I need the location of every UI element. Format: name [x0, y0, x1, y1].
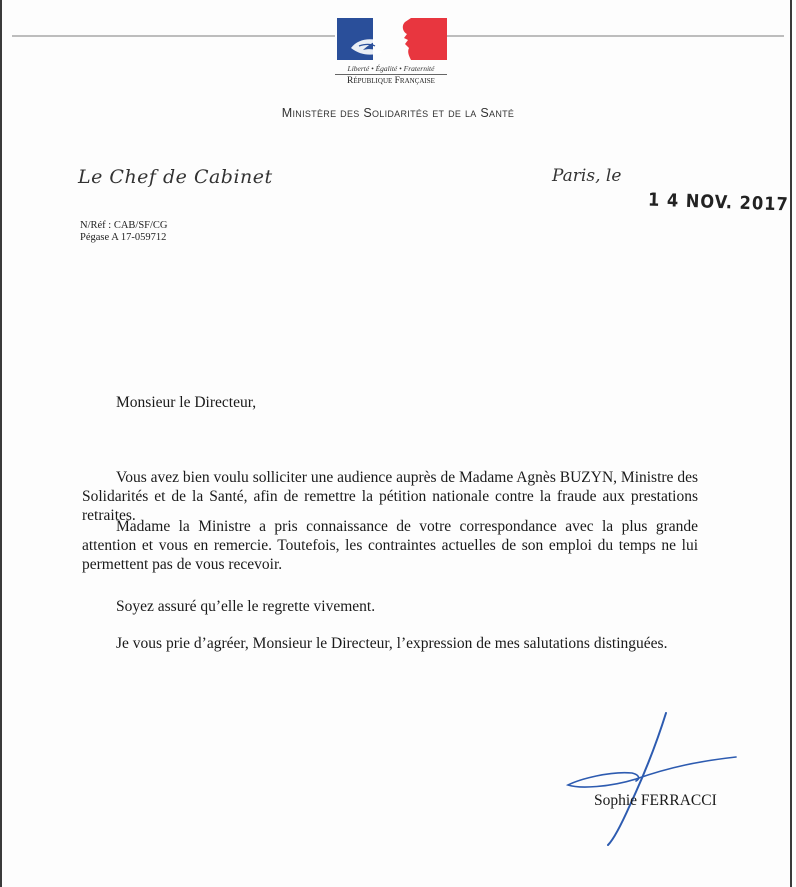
republic-motto: Liberté • Égalité • Fraternité: [347, 64, 435, 73]
republique-francaise-logo: [335, 18, 447, 92]
paragraph-closing: Je vous prie d’agréer, Monsieur le Directeur, l’expression de mes salutations distinguées.: [116, 635, 668, 652]
marianne-emblem-icon: [337, 18, 447, 60]
signer-name: Sophie FERRACCI: [594, 792, 717, 809]
handwritten-signature-icon: [560, 705, 740, 855]
salutation: Monsieur le Directeur,: [116, 394, 257, 411]
republic-name: République Française: [335, 74, 447, 86]
date-stamp: 1 4 NOV. 2017: [647, 189, 790, 216]
paragraph-audience-request: Vous avez bien voulu solliciter une audience auprès de Madame Agnès BUZYN, Ministre des Solidarités et de la Santé, afin de remettre la pétition nationale contre la fraude aux prestations retraites.: [82, 469, 698, 524]
ministry-name: Ministère des Solidarités et de la Santé: [281, 106, 515, 120]
sender-title: Le Chef de Cabinet: [78, 166, 273, 188]
scan-edge-right: [790, 0, 792, 887]
paragraph-regret: Soyez assuré qu’elle le regrette vivement.: [116, 598, 376, 615]
pegase-number: Pégase A 17-059712: [80, 232, 167, 243]
reference-number: N/Réf : CAB/SF/CG: [80, 220, 168, 231]
place-label: Paris, le: [552, 166, 622, 186]
reference-block: [80, 220, 168, 244]
paragraph-decline: Madame la Ministre a pris connaissance de votre correspondance avec la plus grande attention et vous en remercie. Toutefois, les contraintes actuelles de son emploi du temps ne lui permettent pas de vous recevoir.: [82, 518, 698, 573]
scan-edge-left: [0, 0, 2, 887]
